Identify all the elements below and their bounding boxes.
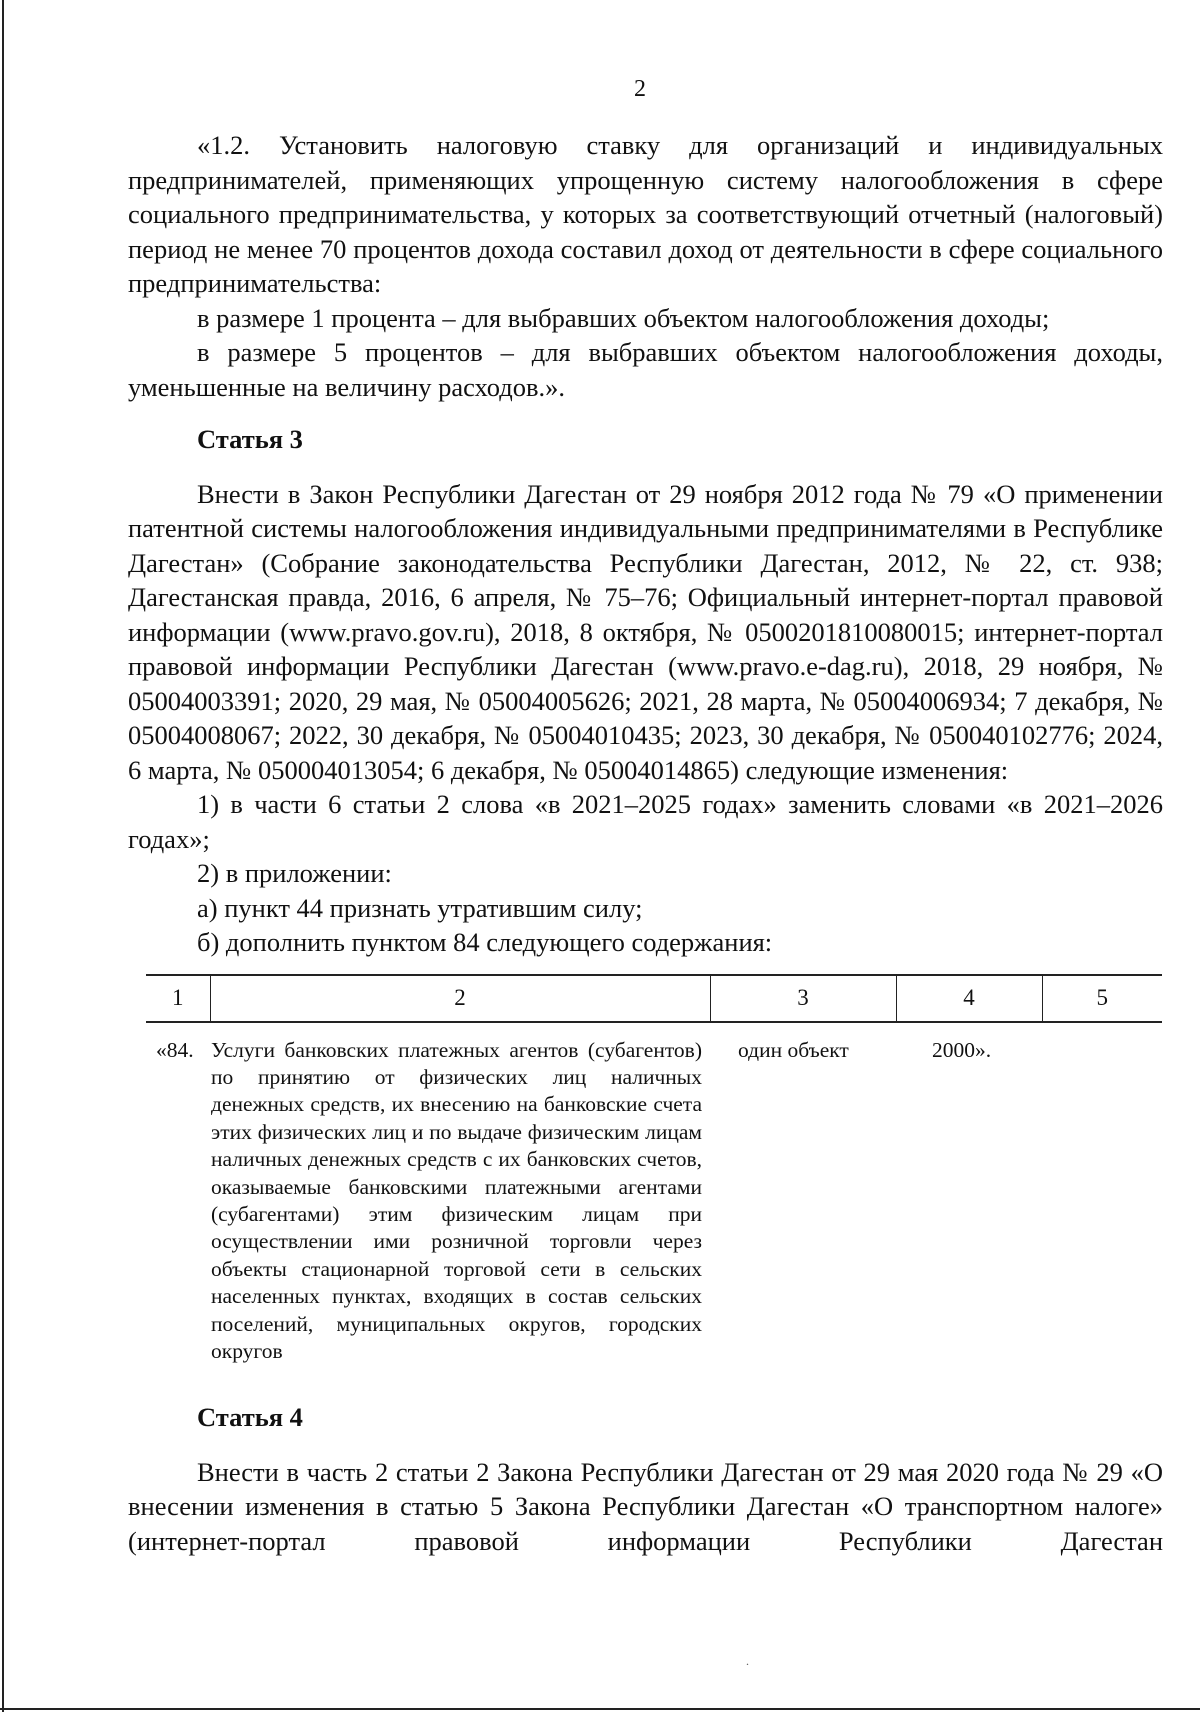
table-header-row (146, 975, 1162, 1022)
patent-activity-table (146, 974, 1162, 1367)
rate-5-percent-paragraph: в размере 5 процентов – для выбравших объектом налогообложения доходы, уменьшенные на величину расходов.». (128, 337, 1163, 402)
article-4-text: Внести в часть 2 статьи 2 Закона Республики Дагестан от 29 мая 2020 года № 29 «О внесении изменения в статью 5 Закона Республики Дагестан «О транспортном налоге» (интернет-портал правовой информации Республики Дагестан (128, 1456, 1163, 1556)
row-number-cell: «84. (156, 1037, 194, 1062)
article-3-item-2b: б) дополнить пунктом 84 следующего содержания: (197, 927, 773, 957)
table-row (146, 1022, 1162, 1367)
article-3-heading: Статья 3 (197, 424, 303, 454)
document-body (128, 128, 1163, 1558)
clause-1-2-paragraph: «1.2. Установить налоговую ставку для организаций и индивидуальных предпринимателей, применяющих упрощенную систему налогообложения в сфере социального предпринимательства, у которых за соответствующий отчетный (налоговый) период не менее 70 процентов дохода составил доход от деятельности в сфере социального предпринимательства: (128, 130, 1163, 298)
scan-speck: . (746, 1654, 749, 1668)
activity-description-cell: Услуги банковских платежных агентов (субагентов) по принятию от физических лиц наличных денежных средств, их внесению на банковские счета этих физических лиц и по выдаче физическим лицам наличных денежных средств с их банковских счетов, оказываемые банковскими платежными агентами (субагентами) этим физическим лицам при осуществлении ими розничной торговли через объекты стационарной торговой сети в сельских населенных пунктах, входящих в состав сельских поселений, муниципальных округов, городских округов (211, 1037, 702, 1363)
table-header-col-4: 4 (896, 975, 1042, 1022)
page-left-edge (2, 0, 4, 1712)
article-3-intro: Внести в Закон Республики Дагестан от 29 ноября 2012 года № 79 «О применении патентной системы налогообложения индивидуальными предпринимателями в Республике Дагестан» (Собрание законодательства Республики Дагестан, 2012, № 22, ст. 938; Дагестанская правда, 2016, 6 апреля, № 75–76; Официальный интернет-портал правовой информации (www.pravo.gov.ru), 2018, 8 октября, № 0500201810080015; интернет-портал правовой информации Республики Дагестан (www.pravo.e-dag.ru), 2018, 29 ноября, № 05004003391; 2020, 29 мая, № 05004005626; 2021, 28 марта, № 05004006934; 7 декабря, № 05004008067; 2022, 30 декабря, № 05004010435; 2023, 30 декабря, № 050040102776; 2024, 6 марта, № 050004013054; 6 декабря, № 05004014865) следующие изменения: (128, 478, 1163, 785)
table-header-col-1: 1 (146, 975, 210, 1022)
article-3-item-2: 2) в приложении: (197, 858, 392, 888)
article-3-item-1: 1) в части 6 статьи 2 слова «в 2021–2025 годах» заменить словами «в 2021–2026 годах»; (128, 789, 1163, 854)
page-number: 2 (634, 76, 646, 102)
unit-cell: один объект (738, 1037, 849, 1062)
table-header-col-3: 3 (710, 975, 896, 1022)
table-header-col-5: 5 (1042, 975, 1162, 1022)
article-3-item-2a: а) пункт 44 признать утратившим силу; (197, 892, 643, 923)
page-bottom-edge (0, 1708, 1200, 1710)
column-5-cell (1042, 1022, 1162, 1367)
article-4-heading: Статья 4 (197, 1402, 303, 1433)
rate-1-percent-paragraph: в размере 1 процента – для выбравших объектом налогообложения доходы; (197, 302, 1050, 333)
table-header-col-2: 2 (210, 975, 710, 1022)
amount-cell: 2000». (932, 1037, 992, 1062)
